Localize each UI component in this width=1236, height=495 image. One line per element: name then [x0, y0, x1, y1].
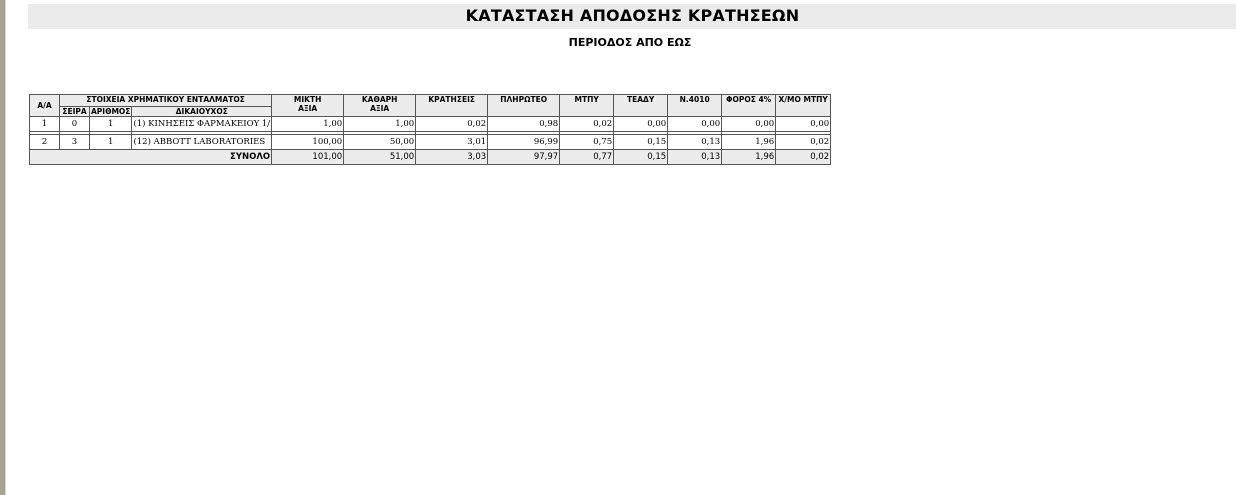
cell-n4010: 0,13 [668, 135, 722, 150]
report-title: ΚΑΤΑΣΤΑΣΗ ΑΠΟΔΟΣΗΣ ΚΡΑΤΗΣΕΩΝ [465, 6, 800, 25]
withholdings-table [29, 94, 831, 165]
header-beneficiary: ΔΙΚΑΙΟΥΧΟΣ [132, 107, 272, 117]
total-stamp-mtpy: 0,02 [776, 150, 831, 165]
header-series: ΣΕΙΡΑ [60, 107, 90, 117]
total-gross-value: 101,00 [272, 150, 344, 165]
totals-row [30, 150, 831, 165]
cell-mtpy: 0,02 [560, 117, 614, 132]
total-withholdings: 3,03 [416, 150, 488, 165]
header-n4010: Ν.4010 [668, 95, 722, 117]
cell-number: 1 [90, 117, 132, 132]
header-voucher-group: ΣΤΟΙΧΕΙΑ ΧΡΗΜΑΤΙΚΟΥ ΕΝΤΑΛΜΑΤΟΣ [60, 95, 272, 107]
cell-teady: 0,00 [614, 117, 668, 132]
cell-payable: 0,98 [488, 117, 560, 132]
cell-gross-value: 100,00 [272, 135, 344, 150]
cell-withholdings: 0,02 [416, 117, 488, 132]
total-mtpy: 0,77 [560, 150, 614, 165]
report-period: ΠΕΡΙΟΔΟΣ ΑΠΟ ΕΩΣ [568, 36, 692, 49]
header-withholdings: ΚΡΑΤΗΣΕΙΣ [416, 95, 488, 117]
header-net-value-line2: ΑΞΙΑ [370, 104, 390, 113]
cell-beneficiary: (1) ΚΙΝΗΣΕΙΣ ΦΑΡΜΑΚΕΙΟΥ 1/ [132, 117, 272, 132]
cell-stamp-mtpy: 0,02 [776, 135, 831, 150]
cell-teady: 0,15 [614, 135, 668, 150]
total-n4010: 0,13 [668, 150, 722, 165]
total-net-value: 51,00 [344, 150, 416, 165]
cell-aa: 2 [30, 135, 60, 150]
table-row [30, 135, 831, 150]
cell-mtpy: 0,75 [560, 135, 614, 150]
header-net-value [344, 95, 416, 117]
total-tax-4: 1,96 [722, 150, 776, 165]
total-teady: 0,15 [614, 150, 668, 165]
header-teady: ΤΕΑΔΥ [614, 95, 668, 117]
header-gross-value [272, 95, 344, 117]
cell-stamp-mtpy: 0,00 [776, 117, 831, 132]
cell-series: 3 [60, 135, 90, 150]
cell-series: 0 [60, 117, 90, 132]
cell-aa: 1 [30, 117, 60, 132]
report-title-bar [28, 4, 1236, 29]
header-gross-value-line2: ΑΞΙΑ [298, 104, 318, 113]
header-net-value-line1: ΚΑΘΑΡΗ [361, 95, 398, 104]
totals-label: ΣΥΝΟΛΟ [30, 150, 272, 165]
header-tax-4: ΦΟΡΟΣ 4% [722, 95, 776, 117]
window-left-frame-edge [5, 0, 6, 495]
cell-payable: 96,99 [488, 135, 560, 150]
cell-net-value: 1,00 [344, 117, 416, 132]
header-aa: Α/Α [30, 95, 60, 117]
cell-number: 1 [90, 135, 132, 150]
header-stamp-mtpy: Χ/ΜΟ ΜΤΠΥ [776, 95, 831, 117]
cell-withholdings: 3,01 [416, 135, 488, 150]
header-mtpy: ΜΤΠΥ [560, 95, 614, 117]
cell-net-value: 50,00 [344, 135, 416, 150]
cell-tax-4: 1,96 [722, 135, 776, 150]
cell-n4010: 0,00 [668, 117, 722, 132]
table-row [30, 117, 831, 132]
cell-gross-value: 1,00 [272, 117, 344, 132]
cell-beneficiary: (12) ABBOTT LABORATORIES [132, 135, 272, 150]
header-payable: ΠΛΗΡΩΤΕΟ [488, 95, 560, 117]
header-number: ΑΡΙΘΜΟΣ [91, 107, 131, 116]
header-gross-value-line1: ΜΙΚΤΗ [293, 95, 322, 104]
total-payable: 97,97 [488, 150, 560, 165]
cell-tax-4: 0,00 [722, 117, 776, 132]
